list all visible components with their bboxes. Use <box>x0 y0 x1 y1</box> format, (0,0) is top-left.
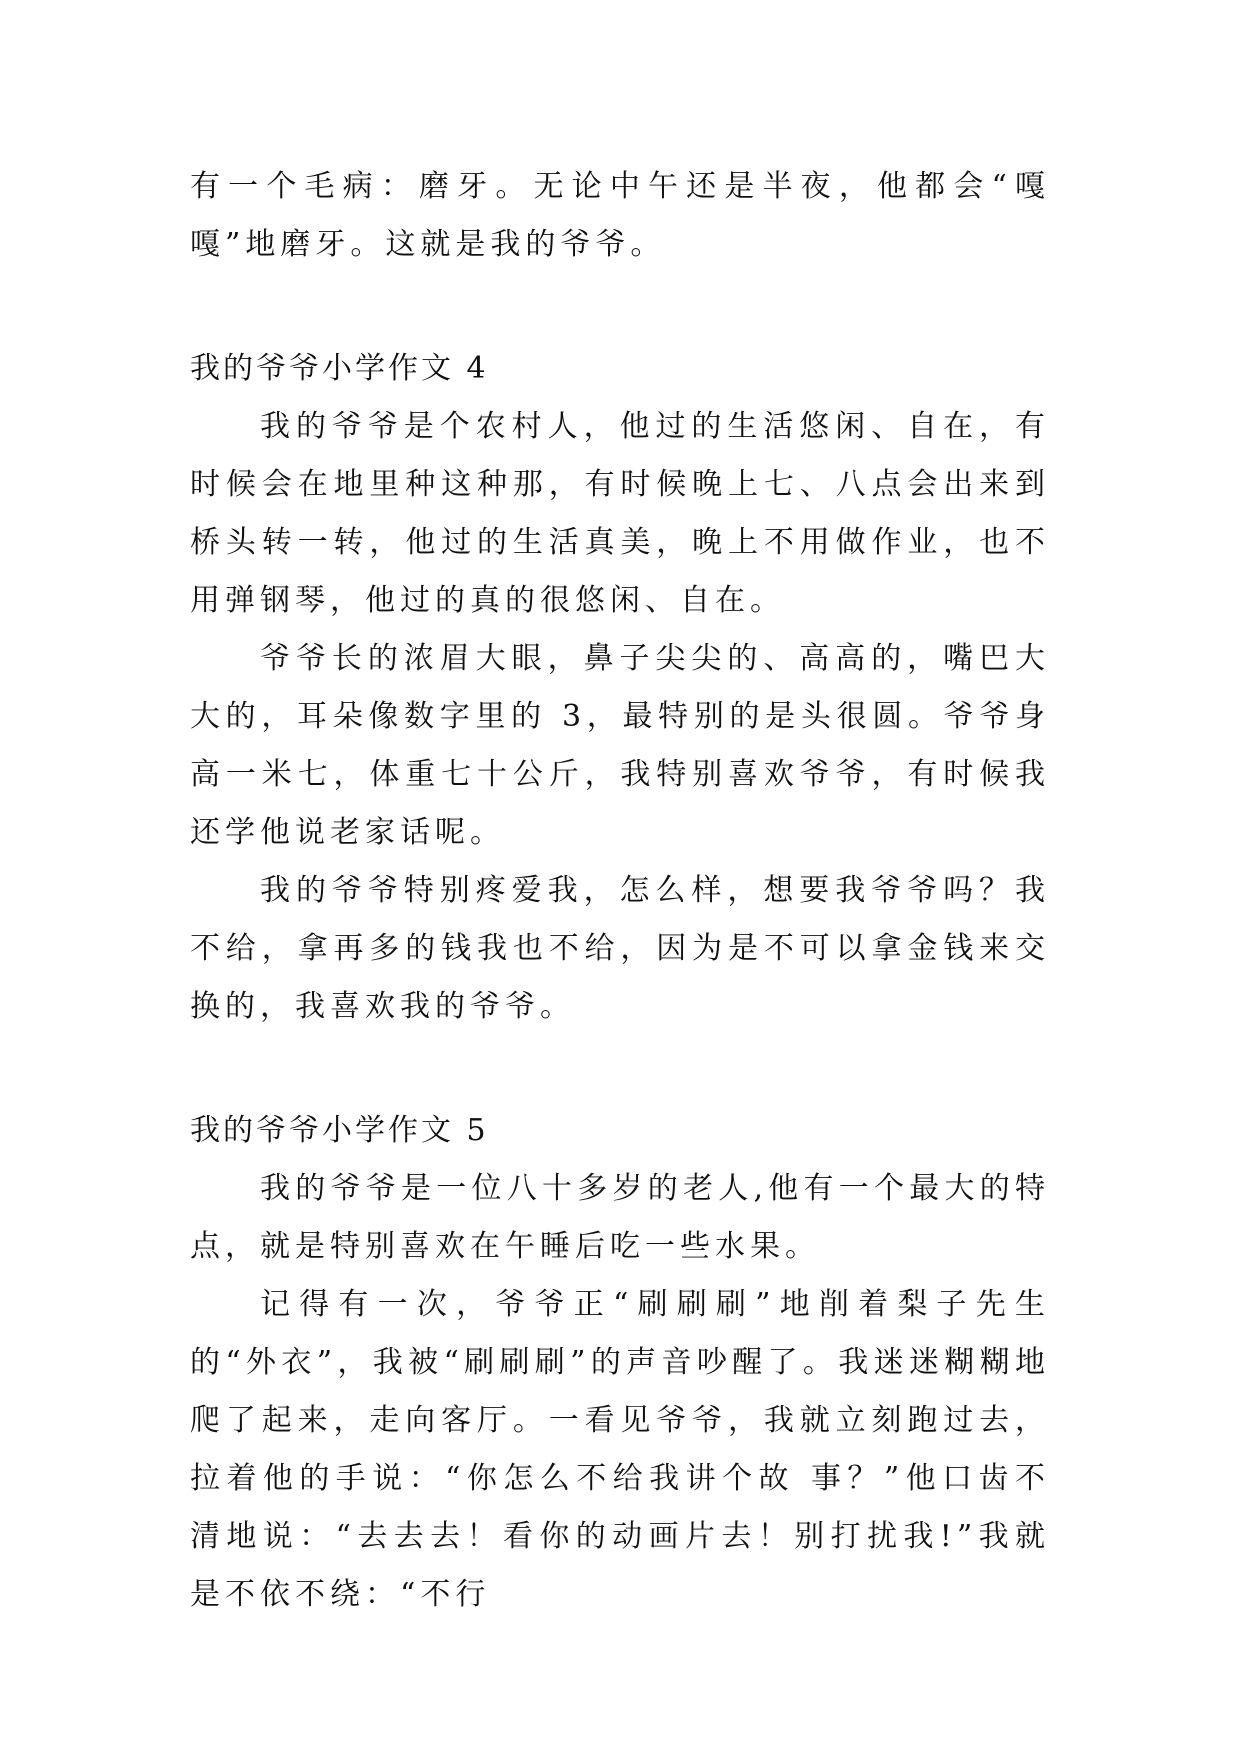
paragraph: 我的爷爷是个农村人，他过的生活悠闲、自在，有时候会在地里种这种那，有时候晚上七、八点会出来到桥头转一转，他过的生活真美，晚上不用做作业，也不用弹钢琴，他过的真的很悠闲、自在。 <box>190 409 1050 618</box>
section-heading-5: 我的爷爷小学作文 5 <box>190 1113 489 1148</box>
section-heading-4: 我的爷爷小学作文 4 <box>190 351 489 386</box>
paragraph-continuation: 有一个毛病：磨牙。无论中午还是半夜，他都会“嘎嘎”地磨牙。这就是我的爷爷。 <box>190 169 1050 262</box>
paragraph: 爷爷长的浓眉大眼，鼻子尖尖的、高高的，嘴巴大大的，耳朵像数字里的 3，最特别的是头很圆。爷爷身高一米七，体重七十公斤，我特别喜欢爷爷，有时候我还学他说老家话呢。 <box>190 641 1050 850</box>
section-gap <box>190 274 1050 340</box>
paragraph: 我的爷爷特别疼爱我，怎么样，想要我爷爷吗？我不给，拿再多的钱我也不给，因为是不可以拿金钱来交换的，我喜欢我的爷爷。 <box>190 873 1050 1024</box>
document-body <box>190 158 1050 1624</box>
paragraph: 记得有一次，爷爷正“刷刷刷”地削着梨子先生的“外衣”，我被“刷刷刷”的声音吵醒了。我迷迷糊糊地爬了起来，走向客厅。一看见爷爷，我就立刻跑过去，拉着他的手说：“你怎么不给我讲个故 事？”他口齿不清地说：“去去去！看你的动画片去！别打扰我!”我就是不依不绕：“不行 <box>190 1287 1050 1612</box>
paragraph: 我的爷爷是一位八十多岁的老人,他有一个最大的特点，就是特别喜欢在午睡后吃一些水果。 <box>190 1171 1050 1264</box>
section-gap <box>190 1036 1050 1102</box>
